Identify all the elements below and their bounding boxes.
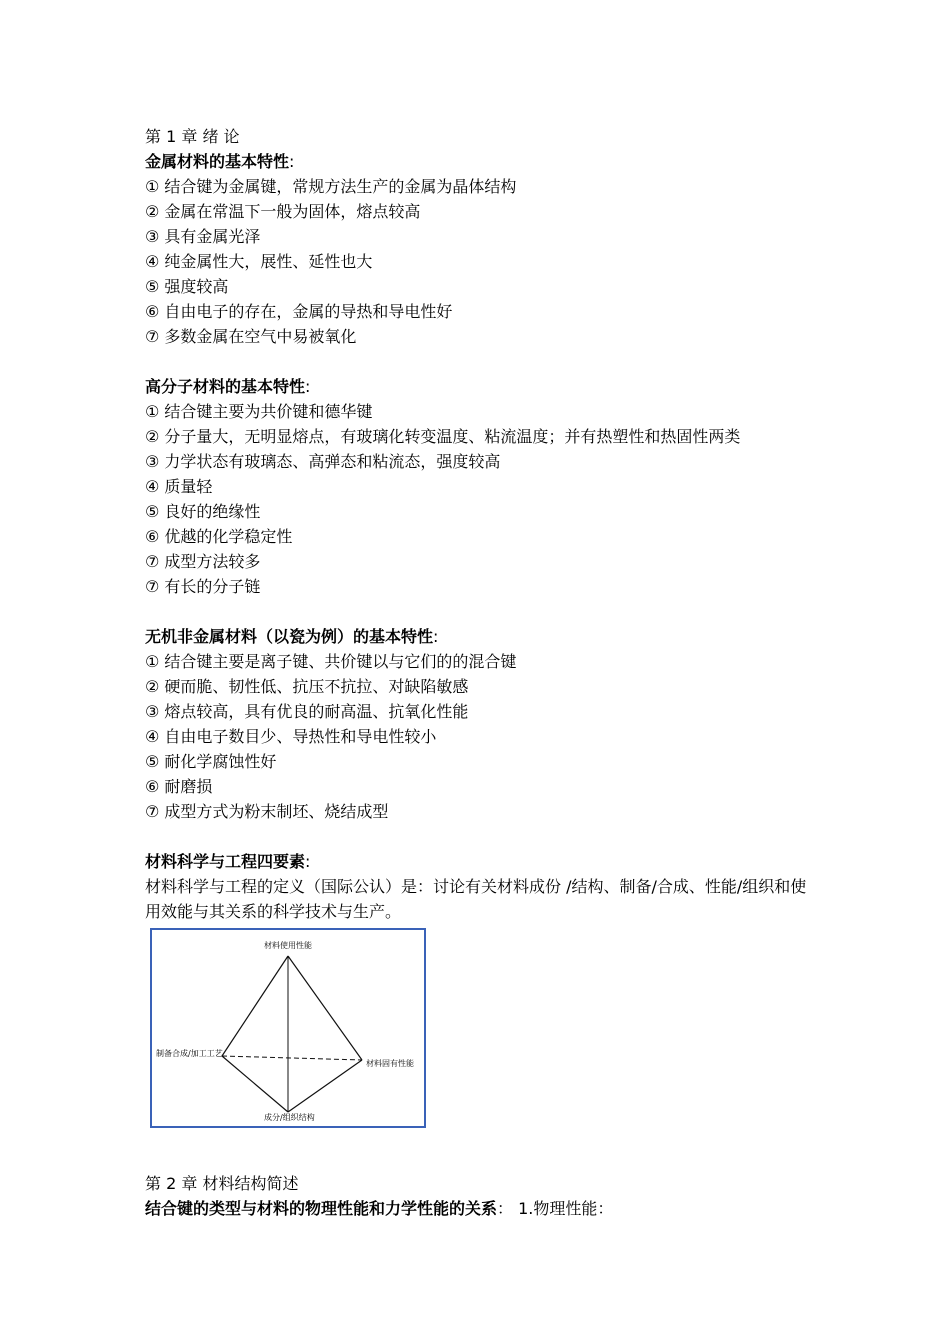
list-item: ④ 质量轻 bbox=[145, 477, 213, 496]
list-item: ③ 熔点较高，具有优良的耐高温、抗氧化性能 bbox=[145, 702, 469, 721]
list-item: ③ 力学状态有玻璃态、高弹态和粘流态，强度较高 bbox=[145, 452, 501, 471]
list-item: ① 结合键为金属键，常规方法生产的金属为晶体结构 bbox=[145, 177, 517, 196]
bond-heading-tail: ： 1.物理性能： bbox=[497, 1199, 614, 1218]
polymer-heading bbox=[145, 374, 825, 399]
list-item: ② 分子量大，无明显熔点，有玻璃化转变温度、粘流温度；并有热塑性和热固性两类 bbox=[145, 427, 741, 446]
polymer-list bbox=[145, 399, 825, 599]
list-item: ⑥ 耐磨损 bbox=[145, 777, 213, 796]
polymer-heading-text: 高分子材料的基本特性 bbox=[145, 377, 306, 396]
metal-heading-text: 金属材料的基本特性 bbox=[145, 152, 290, 171]
four-elements-heading-colon: : bbox=[305, 852, 311, 871]
four-elements-heading bbox=[145, 849, 825, 874]
list-item: ⑦ 多数金属在空气中易被氧化 bbox=[145, 327, 357, 346]
list-item: ② 硬而脆、韧性低、抗压不抗拉、对缺陷敏感 bbox=[145, 677, 469, 696]
list-item: ⑥ 自由电子的存在，金属的导热和导电性好 bbox=[145, 302, 453, 321]
four-elements-tetrahedron-figure bbox=[150, 928, 426, 1128]
chapter-1-title: 第 1 章 绪 论 bbox=[145, 127, 240, 146]
list-item: ④ 纯金属性大，展性、延性也大 bbox=[145, 252, 373, 271]
four-elements-heading-text: 材料科学与工程四要素 bbox=[145, 852, 306, 871]
metal-list bbox=[145, 174, 825, 349]
tetrahedron-diagram bbox=[152, 930, 424, 1126]
chapter-2-title: 第 2 章 材料结构简述 bbox=[145, 1174, 299, 1193]
label-processing: 制备合成/加工工艺 bbox=[156, 1049, 223, 1058]
document-body bbox=[145, 124, 825, 1221]
list-item: ③ 具有金属光泽 bbox=[145, 227, 261, 246]
list-item: ① 结合键主要为共价键和德华键 bbox=[145, 402, 373, 421]
list-item: ⑤ 良好的绝缘性 bbox=[145, 502, 261, 521]
ceramic-heading bbox=[145, 624, 825, 649]
list-item: ⑤ 强度较高 bbox=[145, 277, 229, 296]
list-item: ⑦ 成型方式为粉末制坯、烧结成型 bbox=[145, 802, 389, 821]
list-item: ④ 自由电子数目少、导热性和导电性较小 bbox=[145, 727, 437, 746]
label-performance: 材料使用性能 bbox=[264, 941, 312, 950]
ceramic-list bbox=[145, 649, 825, 824]
list-item: ⑤ 耐化学腐蚀性好 bbox=[145, 752, 277, 771]
metal-heading bbox=[145, 149, 825, 174]
list-item: ② 金属在常温下一般为固体，熔点较高 bbox=[145, 202, 421, 221]
label-properties: 材料固有性能 bbox=[366, 1059, 414, 1068]
list-item: ① 结合键主要是离子键、共价键以与它们的的混合键 bbox=[145, 652, 517, 671]
label-composition: 成分/组织结构 bbox=[264, 1113, 315, 1122]
definition-paragraph: 材料科学与工程的定义（国际公认）是：讨论有关材料成份 /结构、制备/合成、性能/组织和使用效能与其关系的科学技术与生产。 bbox=[145, 877, 807, 921]
bond-heading-text: 结合键的类型与材料的物理性能和力学性能的关系 bbox=[145, 1199, 498, 1218]
ceramic-heading-colon: : bbox=[433, 627, 439, 646]
list-item: ⑦ 成型方法较多 bbox=[145, 552, 261, 571]
metal-heading-colon: : bbox=[289, 152, 295, 171]
bond-heading bbox=[145, 1196, 825, 1221]
list-item: ⑦ 有长的分子链 bbox=[145, 577, 261, 596]
polymer-heading-colon: : bbox=[305, 377, 311, 396]
ceramic-heading-text: 无机非金属材料（以瓷为例）的基本特性 bbox=[145, 627, 434, 646]
list-item: ⑥ 优越的化学稳定性 bbox=[145, 527, 293, 546]
